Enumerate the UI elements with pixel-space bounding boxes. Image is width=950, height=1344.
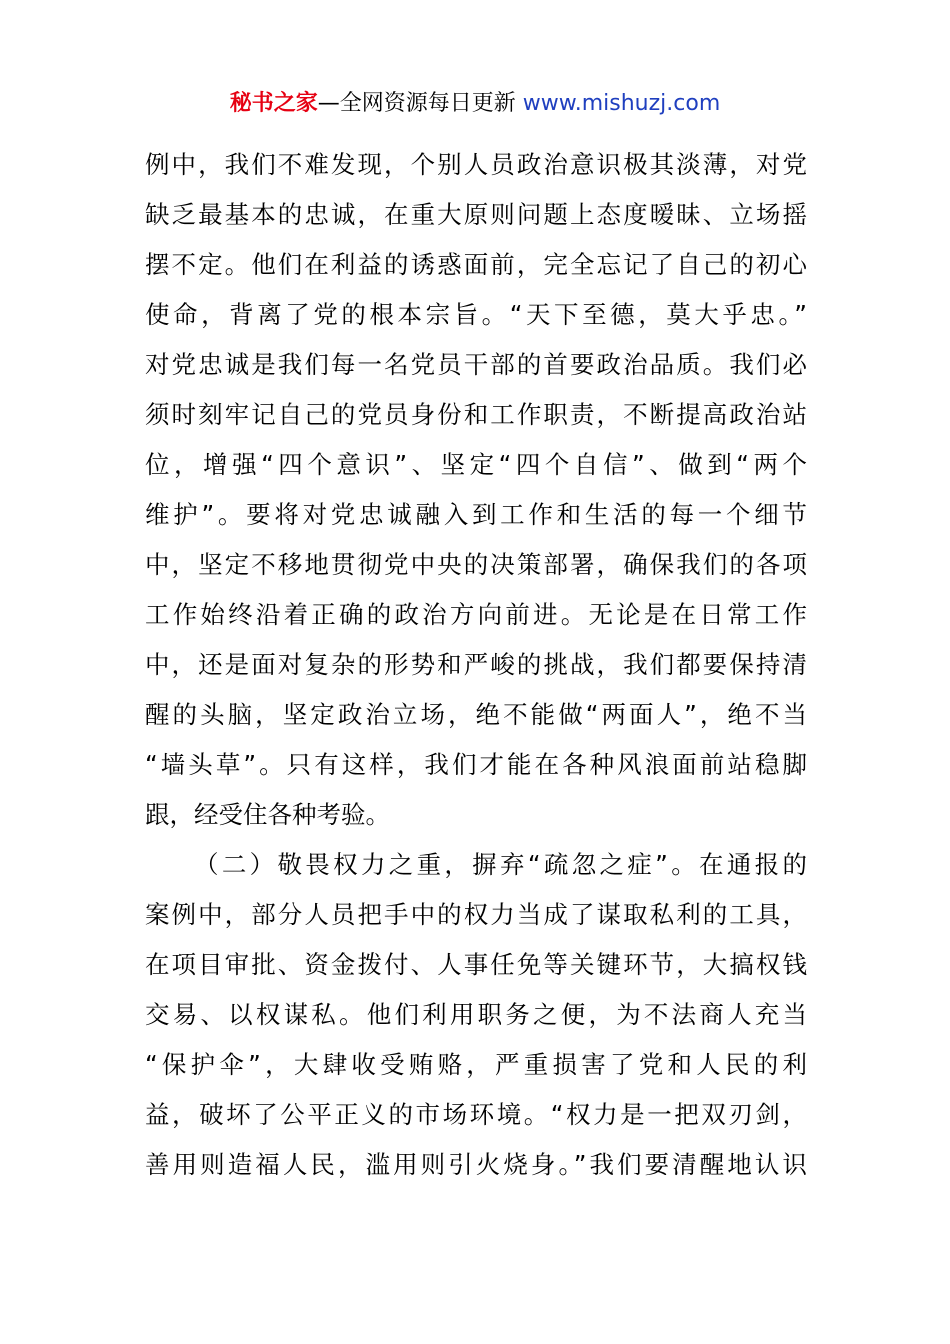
document-body bbox=[145, 140, 807, 1190]
text-line: 益，破坏了公平正义的市场环境。“权力是一把双刃剑， bbox=[145, 1100, 807, 1129]
text-line: 缺乏最基本的忠诚，在重大原则问题上态度暧昧、立场摇 bbox=[145, 200, 807, 229]
text-line: 案例中，部分人员把手中的权力当成了谋取私利的工具， bbox=[145, 900, 807, 929]
text-line-paragraph-end: 跟，经受住各种考验。 bbox=[145, 800, 390, 829]
header-brand: 秘书之家 bbox=[229, 91, 318, 116]
text-line: 使命，背离了党的根本宗旨。“天下至德，莫大乎忠。” bbox=[145, 300, 807, 329]
text-line: “保护伞”，大肆收受贿赂，严重损害了党和人民的利 bbox=[145, 1050, 807, 1079]
header-tagline: —全网资源每日更新 bbox=[317, 91, 523, 116]
text-line: 醒的头脑，坚定政治立场，绝不能做“两面人”，绝不当 bbox=[145, 700, 807, 729]
text-line: 对党忠诚是我们每一名党员干部的首要政治品质。我们必 bbox=[145, 350, 807, 379]
text-line: 维护”。要将对党忠诚融入到工作和生活的每一个细节 bbox=[145, 500, 807, 529]
text-line: 须时刻牢记自己的党员身份和工作职责，不断提高政治站 bbox=[145, 400, 807, 429]
text-line: 摆不定。他们在利益的诱惑面前，完全忘记了自己的初心 bbox=[145, 250, 807, 279]
text-line: 在项目审批、资金拨付、人事任免等关键环节，大搞权钱 bbox=[145, 950, 807, 979]
text-line: “墙头草”。只有这样，我们才能在各种风浪面前站稳脚 bbox=[145, 750, 807, 779]
text-line: 善用则造福人民，滥用则引火烧身。”我们要清醒地认识 bbox=[145, 1150, 807, 1179]
text-line: 中，坚定不移地贯彻党中央的决策部署，确保我们的各项 bbox=[145, 550, 807, 579]
text-line: 例中，我们不难发现，个别人员政治意识极其淡薄，对党 bbox=[145, 150, 807, 179]
text-line: 工作始终沿着正确的政治方向前进。无论是在日常工作 bbox=[145, 600, 807, 629]
page-header bbox=[0, 88, 950, 120]
text-line-section-heading: （二）敬畏权力之重，摒弃“疏忽之症”。在通报的 bbox=[194, 850, 807, 879]
text-line: 位，增强“四个意识”、坚定“四个自信”、做到“两个 bbox=[145, 450, 807, 479]
header-site-url: www.mishuzj.com bbox=[522, 91, 721, 116]
text-line: 交易、以权谋私。他们利用职务之便，为不法商人充当 bbox=[145, 1000, 807, 1029]
text-line: 中，还是面对复杂的形势和严峻的挑战，我们都要保持清 bbox=[145, 650, 807, 679]
